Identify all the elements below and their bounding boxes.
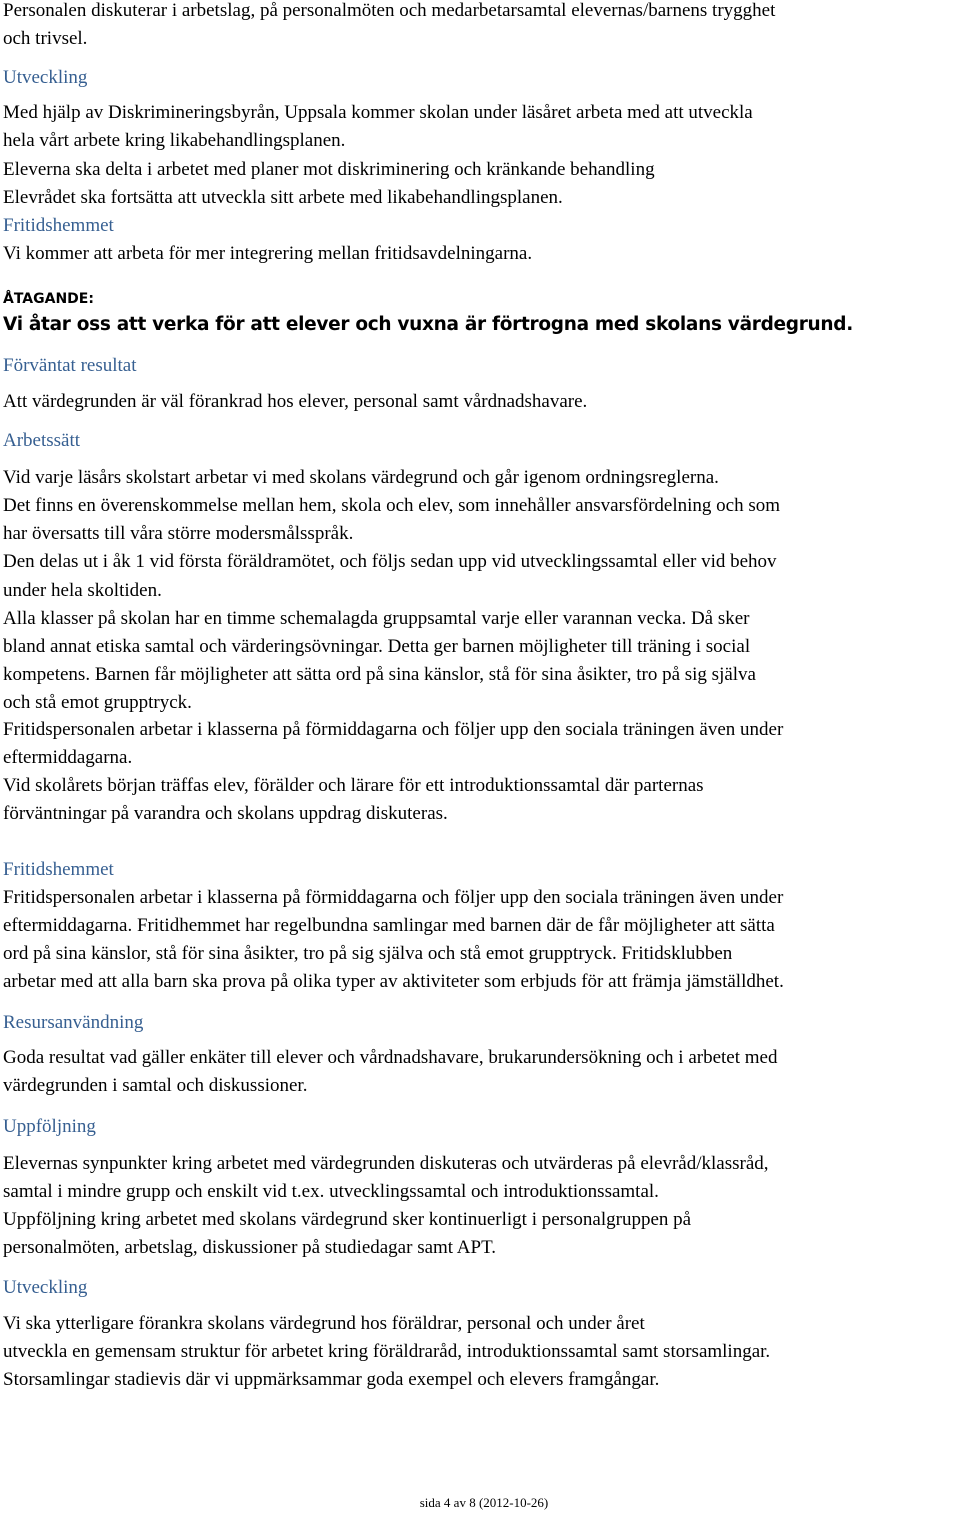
body-text: Vi kommer att arbeta för mer integrering mellan fritidsavdelningarna. xyxy=(3,243,533,264)
body-text: Fritidspersonalen arbetar i klasserna på förmiddagarna och följer upp den sociala träningen även under xyxy=(3,719,784,740)
body-text: Den delas ut i åk 1 vid första föräldramötet, och följs sedan upp vid utvecklingssamtal eller vid behov xyxy=(3,551,777,572)
heading-arbetssatt: Arbetssätt xyxy=(3,430,81,451)
heading-uppfoljning: Uppföljning xyxy=(3,1116,96,1137)
body-text: arbetar med att alla barn ska prova på olika typer av aktiviteter som erbjuds för att främja jämställdhet. xyxy=(3,971,784,992)
body-text: eftermiddagarna. Fritidhemmet har regelbundna samlingar med barnen där de får möjligheter att sätta xyxy=(3,915,775,936)
body-text: Alla klasser på skolan har en timme schemalagda gruppsamtal varje eller varannan vecka. Då sker xyxy=(3,608,750,629)
heading-resursanvandning: Resursanvändning xyxy=(3,1012,144,1033)
body-text: Elevrådet ska fortsätta att utveckla sitt arbete med likabehandlingsplanen. xyxy=(3,187,563,208)
body-text: eftermiddagarna. xyxy=(3,747,133,768)
body-text: hela vårt arbete kring likabehandlingsplanen. xyxy=(3,130,346,151)
body-text: utveckla en gemensam struktur för arbetet kring föräldraråd, introduktionssamtal samt storsamlingar. xyxy=(3,1341,771,1362)
body-text: Eleverna ska delta i arbetet med planer mot diskriminering och kränkande behandling xyxy=(3,159,655,180)
body-text: Att värdegrunden är väl förankrad hos elever, personal samt vårdnadshavare. xyxy=(3,391,588,412)
body-text: ord på sina känslor, stå för sina åsikter, tro på sig själva och stå emot grupptryck. Fritidsklubben xyxy=(3,943,733,964)
body-text: Goda resultat vad gäller enkäter till elever och vårdnadshavare, brukarundersökning och i arbetet med xyxy=(3,1047,778,1068)
body-text: Storsamlingar stadievis där vi uppmärksammar goda exempel och elevers framgångar. xyxy=(3,1369,660,1390)
body-text: Fritidspersonalen arbetar i klasserna på förmiddagarna och följer upp den sociala träningen även under xyxy=(3,887,784,908)
body-text: Vid skolårets början träffas elev, förälder och lärare för ett introduktionssamtal där parternas xyxy=(3,775,704,796)
body-text: Uppföljning kring arbetet med skolans värdegrund sker kontinuerligt i personalgruppen på xyxy=(3,1209,692,1230)
body-text: värdegrunden i samtal och diskussioner. xyxy=(3,1075,308,1096)
body-text: bland annat etiska samtal och värderingsövningar. Detta ger barnen möjligheter till träning i social xyxy=(3,636,751,657)
body-text: och stå emot grupptryck. xyxy=(3,692,192,713)
body-text: Med hjälp av Diskrimineringsbyrån, Uppsala kommer skolan under läsåret arbeta med att utveckla xyxy=(3,102,753,123)
body-text: Elevernas synpunkter kring arbetet med värdegrunden diskuteras och utvärderas på elevråd/klassråd, xyxy=(3,1153,769,1174)
heading-utveckling: Utveckling xyxy=(3,67,88,88)
heading-forvantat-resultat: Förväntat resultat xyxy=(3,355,137,376)
commitment-statement: Vi åtar oss att verka för att elever och vuxna är förtrogna med skolans värdegrund. xyxy=(3,314,853,335)
body-text: Vid varje läsårs skolstart arbetar vi med skolans värdegrund och går igenom ordningsreglerna. xyxy=(3,467,719,488)
body-text: Det finns en överenskommelse mellan hem, skola och elev, som innehåller ansvarsfördelning och som xyxy=(3,495,781,516)
page-footer: sida 4 av 8 (2012-10-26) xyxy=(419,1495,549,1510)
body-text: Vi ska ytterligare förankra skolans värdegrund hos föräldrar, personal och under året xyxy=(3,1313,645,1334)
body-text: och trivsel. xyxy=(3,28,88,49)
heading-fritidshemmet: Fritidshemmet xyxy=(3,859,114,880)
body-text: personalmöten, arbetslag, diskussioner på studiedagar samt APT. xyxy=(3,1237,497,1258)
body-text: kompetens. Barnen får möjligheter att sätta ord på sina känslor, stå för sina åsikter, tro på sig själva xyxy=(3,664,756,685)
body-text: under hela skoltiden. xyxy=(3,580,162,601)
heading-utveckling: Utveckling xyxy=(3,1277,88,1298)
body-text: förväntningar på varandra och skolans uppdrag diskuteras. xyxy=(3,803,448,824)
body-text: har översatts till våra större modersmålsspråk. xyxy=(3,523,354,544)
label-atagande: ÅTAGANDE: xyxy=(3,291,94,307)
body-text: Personalen diskuterar i arbetslag, på personalmöten och medarbetarsamtal elevernas/barnens trygghet xyxy=(3,0,776,21)
body-text: samtal i mindre grupp och enskilt vid t.ex. utvecklingssamtal och introduktionssamtal. xyxy=(3,1181,659,1202)
heading-fritidshemmet: Fritidshemmet xyxy=(3,215,114,236)
